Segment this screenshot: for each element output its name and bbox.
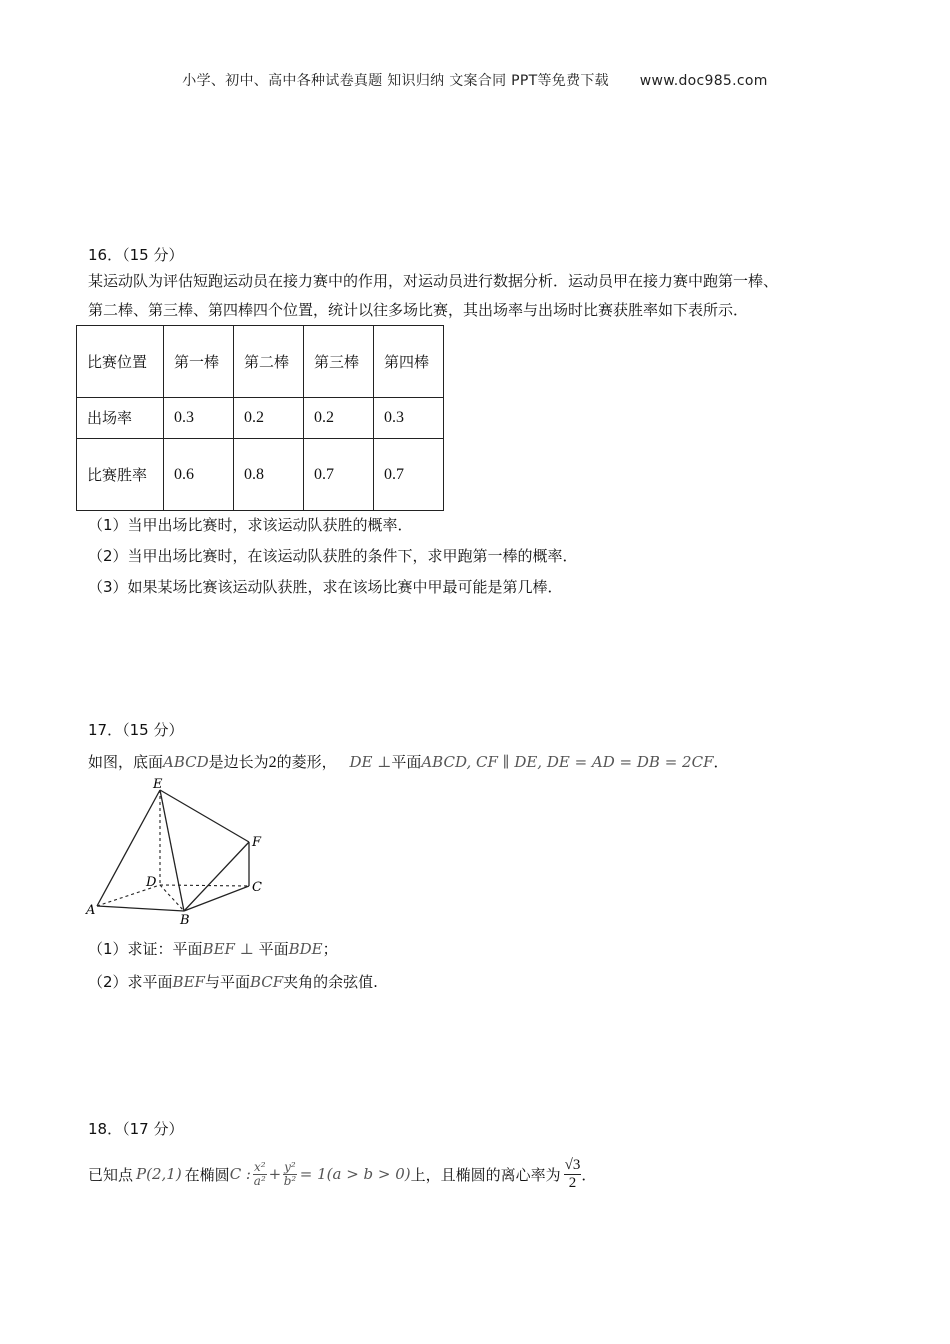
q17-intro xyxy=(88,751,729,772)
q18-plus: + xyxy=(268,1165,282,1183)
q17-condition: ABCD, CF ∥ DE, DE = AD = DB = 2CF xyxy=(421,753,714,771)
q17-sub1-perp: ⊥ xyxy=(234,940,259,958)
q17-abcd: ABCD xyxy=(163,753,209,771)
header-text: 小学、初中、高中各种试卷真题 知识归纳 文案合同 PPT等免费下载 xyxy=(182,73,609,89)
q18-a: 已知点 xyxy=(88,1165,134,1184)
q16-text-line1: 某运动队为评估短跑运动员在接力赛中的作用，对运动员进行数据分析．运动员甲在接力赛中跑第一棒、 xyxy=(88,272,779,290)
q17-intro-c: 的菱形， xyxy=(276,753,337,771)
label-e: E xyxy=(153,778,163,792)
q16-stats-table xyxy=(76,325,444,511)
table-cell: 0.3 xyxy=(164,398,234,439)
table-cell: 第一棒 xyxy=(164,326,234,398)
q17-sub2 xyxy=(88,971,378,992)
label-c: C xyxy=(252,880,262,895)
q18-den2: 2 xyxy=(568,1174,577,1191)
table-cell: 比赛位置 xyxy=(77,326,164,398)
label-a: A xyxy=(86,903,96,918)
q17-two: 2 xyxy=(268,754,277,771)
q18-y2: y² xyxy=(284,1159,296,1174)
q17-sub2-bcf: BCF xyxy=(249,973,284,991)
table-cell: 0.7 xyxy=(304,439,374,511)
q18-x2: x² xyxy=(254,1159,266,1174)
q18-eq: = 1(a > b > 0) xyxy=(299,1165,411,1183)
q17-sub1-a: （1）求证：平面 xyxy=(88,940,203,958)
q18-a2: a² xyxy=(253,1173,266,1188)
table-cell: 第二棒 xyxy=(234,326,304,398)
table-cell: 比赛胜率 xyxy=(77,439,164,511)
q17-sub2-b: 与平面 xyxy=(204,973,250,991)
q16-sub2: （2）当甲出场比赛时，在该运动队获胜的条件下，求甲跑第一棒的概率． xyxy=(88,547,578,565)
edge-ab xyxy=(97,906,184,911)
edge-bc xyxy=(184,886,249,911)
edge-ef xyxy=(160,790,249,842)
header-url[interactable]: www.doc985.com xyxy=(639,73,768,89)
q17-sub2-a: （2）求平面 xyxy=(88,973,173,991)
q17-sub1-end: ； xyxy=(322,940,338,958)
q18-b: 在椭圆 xyxy=(184,1165,230,1184)
q17-sub1-bef: BEF xyxy=(202,940,235,958)
q17-sub1-bde: BDE xyxy=(288,940,323,958)
q16-sub3: （3）如果某场比赛该运动队获胜，求在该场比赛中甲最可能是第几棒． xyxy=(88,578,563,596)
q18-point: P(2,1) xyxy=(136,1165,182,1183)
q17-sub1-b: 平面 xyxy=(258,940,289,958)
table-row xyxy=(77,439,444,511)
q18-frac-y xyxy=(283,1161,297,1188)
q18-c: 上，且椭圆的离心率为 xyxy=(410,1165,561,1184)
q18-sqrt3: √3 xyxy=(564,1156,581,1173)
q16-sub1: （1）当甲出场比赛时，求该运动队获胜的概率． xyxy=(88,516,413,534)
q18-end: ． xyxy=(581,1165,597,1184)
q17-figure xyxy=(80,778,280,928)
q18-statement xyxy=(88,1152,596,1196)
table-cell: 第四棒 xyxy=(374,326,444,398)
q18-eccentricity xyxy=(564,1157,582,1192)
page-header xyxy=(0,70,950,90)
q17-heading: 17．（15 分） xyxy=(88,721,184,739)
q17-intro-a: 如图，底面 xyxy=(88,753,164,771)
q17-intro-b: 是边长为 xyxy=(208,753,269,771)
edge-dc-dashed xyxy=(160,885,249,886)
q17-sub1 xyxy=(88,938,338,959)
table-cell: 出场率 xyxy=(77,398,164,439)
q18-b2: b² xyxy=(283,1173,297,1188)
edge-eb xyxy=(160,790,184,911)
table-header-row xyxy=(77,326,444,398)
q18-frac-x xyxy=(253,1161,267,1188)
q16-text-line2: 第二棒、第三棒、第四棒四个位置，统计以往多场比赛，其出场率与出场时比赛获胜率如下表所示． xyxy=(88,301,749,319)
label-f: F xyxy=(252,835,262,850)
table-cell: 0.8 xyxy=(234,439,304,511)
q18-c-label: C : xyxy=(229,1165,251,1183)
edge-db-dashed xyxy=(160,885,184,911)
q17-sub2-bef: BEF xyxy=(172,973,205,991)
table-cell: 0.2 xyxy=(304,398,374,439)
table-row xyxy=(77,398,444,439)
q18-heading: 18．（17 分） xyxy=(88,1120,184,1138)
table-cell: 0.7 xyxy=(374,439,444,511)
table-cell: 0.6 xyxy=(164,439,234,511)
label-b: B xyxy=(180,913,190,928)
edge-fb xyxy=(184,842,249,911)
q17-plane: 平面 xyxy=(391,753,422,771)
q17-de-perp: DE ⊥ xyxy=(349,753,392,771)
table-cell: 0.2 xyxy=(234,398,304,439)
q16-heading: 16．（15 分） xyxy=(88,246,184,264)
q17-end: ． xyxy=(713,753,729,771)
table-cell: 0.3 xyxy=(374,398,444,439)
table-cell: 第三棒 xyxy=(304,326,374,398)
q17-sub2-c: 夹角的余弦值. xyxy=(283,973,378,991)
label-d: D xyxy=(146,875,157,890)
